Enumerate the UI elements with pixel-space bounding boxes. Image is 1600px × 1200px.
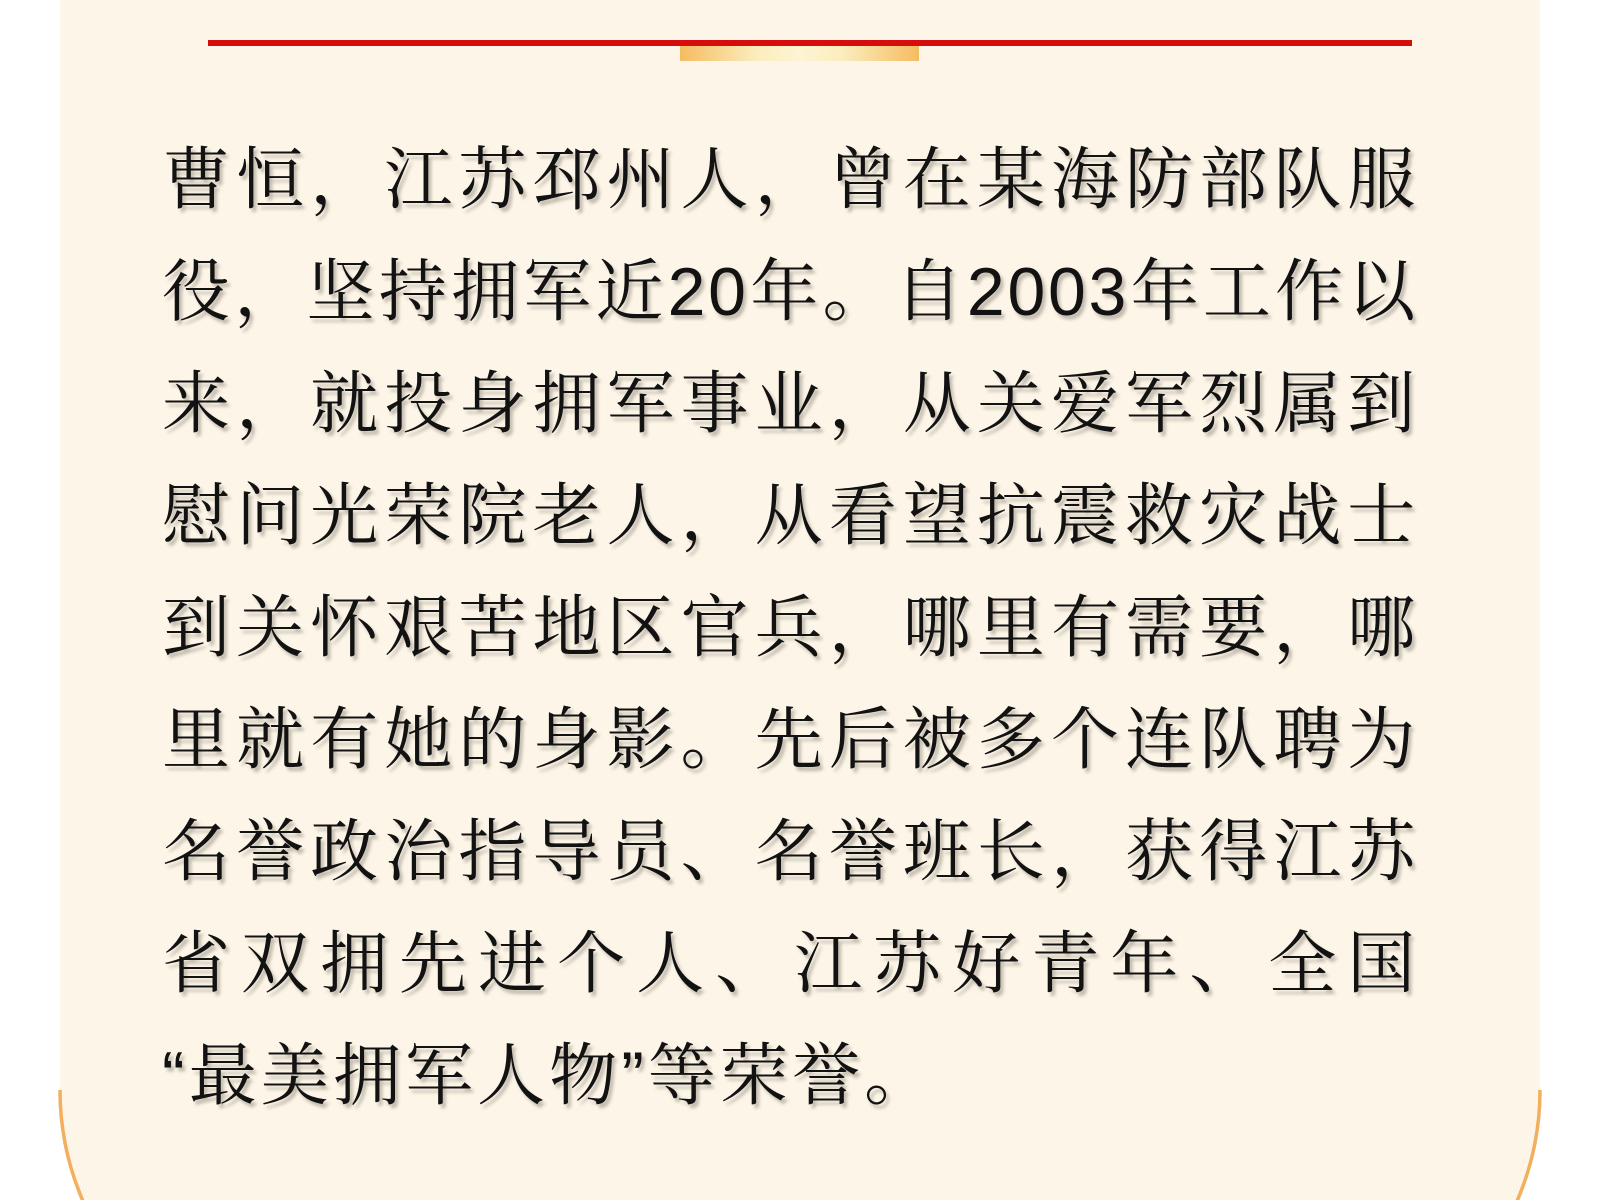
article-line-last: “最美拥军人物”等荣誉。 <box>162 1038 937 1114</box>
article-line: 省双拥先进个人、江苏好青年、全国 <box>162 926 1418 1002</box>
article-line: 到关怀艰苦地区官兵，哪里有需要，哪 <box>162 590 1418 666</box>
article-body <box>162 124 1418 1132</box>
article-line: 里就有她的身影。先后被多个连队聘为 <box>162 702 1418 778</box>
article-line: 名誉政治指导员、名誉班长，获得江苏 <box>162 814 1418 890</box>
article-line: 慰问光荣院老人，从看望抗震救灾战士 <box>162 478 1418 554</box>
article-line: 曹恒，江苏邳州人，曾在某海防部队服 <box>162 142 1418 218</box>
red-divider-line <box>208 40 1412 46</box>
article-line: 来，就投身拥军事业，从关爱军烈属到 <box>162 366 1418 442</box>
article-line: 役，坚持拥军近20年。自2003年工作以 <box>162 254 1418 330</box>
